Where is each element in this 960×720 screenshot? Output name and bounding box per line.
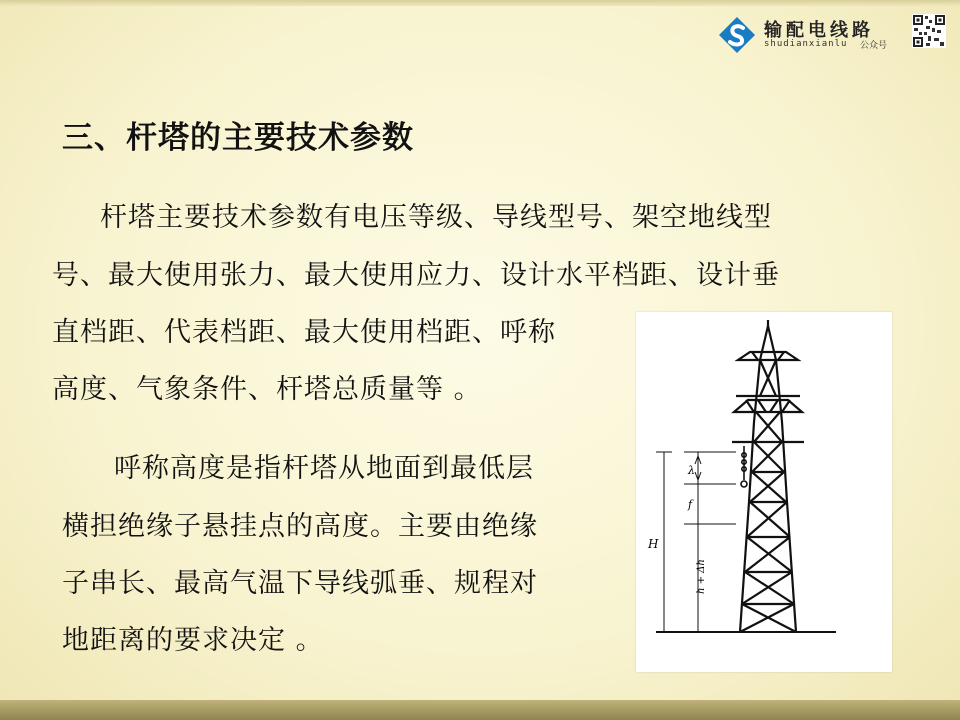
brand-logo	[718, 14, 946, 56]
qr-code-icon	[912, 14, 946, 48]
tower-figure	[636, 312, 892, 672]
transmission-tower-diagram	[636, 312, 892, 672]
top-border	[0, 0, 960, 6]
label-H: H	[648, 537, 659, 551]
para1-line2: 号、最大使用张力、最大使用应力、设计水平档距、设计垂	[52, 260, 780, 291]
label-f: f	[688, 498, 693, 511]
para2-line2: 横担绝缘子悬挂点的高度。主要由绝缘	[62, 511, 538, 542]
label-lambda: λ	[688, 464, 695, 477]
logo-emblem-icon	[718, 16, 756, 54]
para2-line1: 呼称高度是指杆塔从地面到最低层	[114, 453, 534, 484]
slide-title: 三、杆塔的主要技术参数	[62, 120, 414, 156]
bottom-border	[0, 700, 960, 720]
logo-title: 输配电线路	[764, 20, 874, 41]
logo-subtitle: shudianxianlu	[764, 39, 848, 49]
para1-line4: 高度、气象条件、杆塔总质量等 。	[52, 374, 482, 405]
logo-tag: 公众号	[860, 41, 888, 51]
para1-line1: 杆塔主要技术参数有电压等级、导线型号、架空地线型	[100, 202, 772, 233]
para1-line3: 直档距、代表档距、最大使用档距、呼称	[52, 317, 556, 348]
label-h-delta-h: h + Δh	[696, 559, 707, 594]
para2-line4: 地距离的要求决定 。	[62, 625, 324, 656]
para2-line3: 子串长、最高气温下导线弧垂、规程对	[62, 568, 538, 599]
